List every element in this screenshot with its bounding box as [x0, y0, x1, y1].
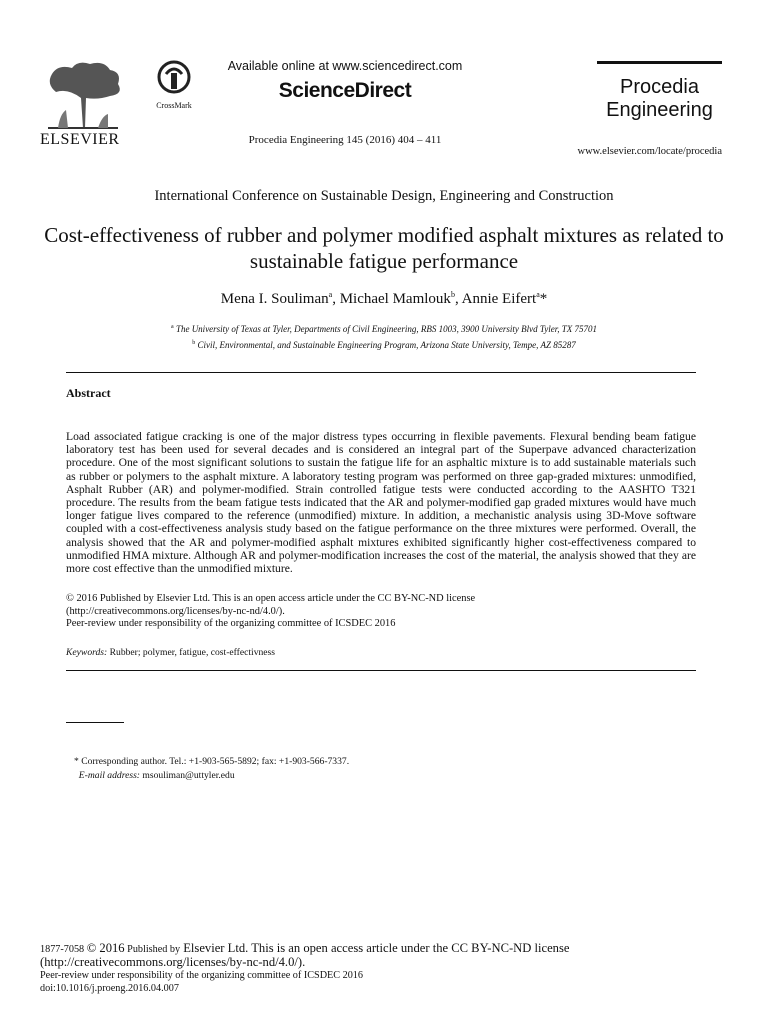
footer-published-by: Published by	[124, 944, 181, 955]
author-name: Annie Eifert	[461, 291, 537, 307]
keywords-label: Keywords:	[66, 647, 108, 658]
author-list	[0, 290, 768, 308]
footer-peer-review: Peer-review under responsibility of the organizing committee of ICSDEC 2016	[40, 970, 363, 981]
affiliation-line	[0, 320, 768, 336]
footnote-rule	[66, 722, 124, 723]
author-affil-mark: b	[450, 290, 455, 299]
author-affil-mark: a	[536, 290, 540, 299]
author-name: Michael Mamlouk	[339, 291, 451, 307]
corresponding-author-contact: * Corresponding author. Tel.: +1-903-565-5892; fax: +1-903-566-7337.	[74, 756, 350, 767]
journal-citation: Procedia Engineering 145 (2016) 404 – 411	[248, 134, 442, 146]
affiliation-mark: b	[192, 340, 196, 346]
abstract-copyright	[66, 593, 696, 631]
corresponding-author-footnote	[74, 755, 349, 783]
footer-doi[interactable]: doi:10.1016/j.proeng.2016.04.007	[40, 983, 179, 994]
journal-name-line1: Procedia	[620, 76, 699, 98]
email-label: E-mail address:	[78, 770, 140, 781]
author-separator: *	[539, 291, 548, 307]
keywords-list: Rubber; polymer, fatigue, cost-effectivness	[107, 647, 276, 658]
sciencedirect-brand: ScienceDirect	[278, 79, 412, 102]
footer-copyright-year: © 2016	[86, 941, 125, 955]
license-link[interactable]: (http://creativecommons.org/licenses/by-nc-nd/4.0/).	[66, 605, 285, 617]
affiliation-line	[0, 336, 768, 352]
available-online-text: Available online at www.sciencedirect.com	[227, 59, 463, 73]
author-separator: ,	[454, 291, 462, 307]
affiliations	[0, 320, 768, 352]
journal-name-box	[597, 61, 722, 122]
footer-license-line	[40, 942, 569, 956]
affiliation-mark: a	[171, 324, 174, 330]
abstract-heading: Abstract	[66, 386, 111, 400]
crossmark-label: CrossMark	[156, 101, 192, 110]
email-address[interactable]: msouliman@uttyler.edu	[140, 770, 235, 781]
journal-url[interactable]: www.elsevier.com/locate/procedia	[577, 146, 722, 157]
footer-issn: 1877-7058	[40, 944, 87, 955]
affiliation-text: Civil, Environmental, and Sustainable Engineering Program, Arizona State University, Tempe, AZ 85287	[195, 340, 576, 350]
copyright-line: © 2016 Published by Elsevier Ltd. This is an open access article under the CC BY-NC-ND license	[66, 593, 476, 604]
conference-name: International Conference on Sustainable Design, Engineering and Construction	[154, 188, 614, 204]
abstract-body: Load associated fatigue cracking is one of the major distress types occurring in flexible pavements. Flexural bending beam fatigue laboratory test has been used for several decades and is considered an integral part of the Superpave advanced characterization procedure. One of the most significant solutions to sustain the fatigue life for an asphaltic mixture is to add sustainable materials such as rubber or polymers to the asphalt mixture. A laboratory testing program was performed on three gap-graded mixtures: unmodified, Asphalt Rubber (AR) and polymer-modified. Strain controlled fatigue tests were conducted according to the AASHTO T321 procedure. The results from the beam fatigue tests indicated that the AR and polymer-modified gap graded mixtures would have much longer fatigue lives compared to the reference (unmodified) mixture. In addition, a mechanistic analysis using 3D-Move software coupled with a cost-effectiveness analysis study based on the fatigue performance on the three mixtures were performed. Overall, the analysis showed that the AR and polymer-modified asphalt mixtures exhibited significantly higher cost-effectiveness compared to unmodified HMA mixture. Although AR and polymer-modification increases the cost of the material, the analysis showed that they are more cost effective than the unmodified mixture.	[66, 430, 696, 576]
section-divider-bottom	[66, 670, 696, 671]
affiliation-text: The University of Texas at Tyler, Departments of Civil Engineering, RBS 1003, 3900 University Blvd Tyler, TX 75701	[173, 324, 597, 334]
paper-title: Cost-effectiveness of rubber and polymer modified asphalt mixtures as related to sustainable fatigue performance	[44, 223, 724, 273]
peer-review-note: Peer-review under responsibility of the organizing committee of ICSDEC 2016	[66, 618, 396, 630]
journal-name-line2: Engineering	[606, 99, 713, 121]
author-separator: ,	[332, 291, 340, 307]
keywords	[66, 647, 275, 658]
publisher-wordmark: ELSEVIER	[40, 131, 120, 148]
footer-license-text: Elsevier Ltd. This is an open access article under the CC BY-NC-ND license	[180, 941, 570, 955]
footer-license-link[interactable]: (http://creativecommons.org/licenses/by-nc-nd/4.0/).	[40, 955, 306, 969]
author-name: Mena I. Souliman	[220, 291, 329, 307]
email-line	[74, 769, 349, 783]
page-footer	[40, 942, 569, 995]
author-affil-mark: a	[328, 290, 333, 299]
section-divider-top	[66, 372, 696, 373]
